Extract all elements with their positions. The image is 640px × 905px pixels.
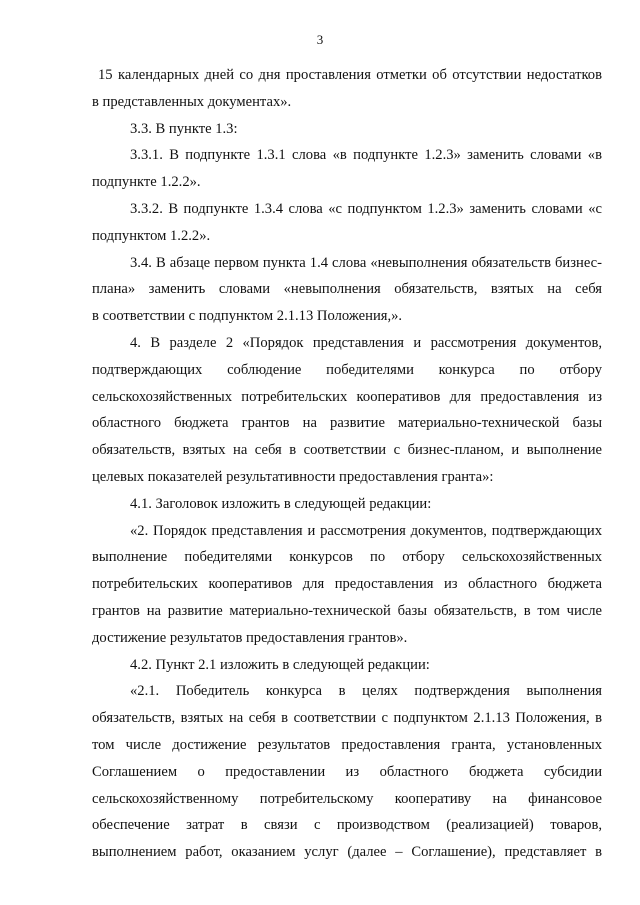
text-line: «2. Порядок представления и рассмотрения документов, подтверждающих [130, 522, 602, 539]
paragraph [92, 491, 602, 518]
paragraph [92, 518, 602, 652]
paragraph [92, 652, 602, 679]
document-body [92, 62, 602, 866]
text-line: сельскохозяйственных потребительских кооперативов для предоставления из [92, 388, 602, 405]
text-line: 15 календарных дней со дня проставления отметки об отсутствии недостатков [98, 67, 602, 83]
text-line: обеспечение затрат в связи с производством (реализацией) товаров, [92, 817, 602, 834]
text-line: обязательств, взятых на себя в соответствии с подпунктом 2.1.13 Положения, в [92, 710, 602, 727]
page-number: 3 [316, 32, 324, 47]
text-line: выполнение победителями конкурсов по отбору сельскохозяйственных [92, 549, 602, 566]
text-line: подпунктом 1.2.2». [92, 227, 211, 244]
text-line: 4.1. Заголовок изложить в следующей редакции: [130, 495, 432, 512]
text-line: потребительских кооперативов для предоставления из областного бюджета [92, 576, 602, 593]
text-line: Соглашением о предоставлении из областного бюджета субсидии [92, 763, 602, 780]
text-line: плана» заменить словами «невыполнения обязательств, взятых на себя [92, 281, 602, 298]
text-line: в соответствии с подпунктом 2.1.13 Положения,». [92, 308, 403, 325]
text-line: 3.3. В пункте 1.3: [130, 120, 238, 137]
paragraph [92, 62, 602, 116]
paragraph [92, 142, 602, 196]
text-line: том числе достижение результатов предоставления гранта, установленных [92, 736, 602, 753]
text-line: 3.3.2. В подпункте 1.3.4 слова «с подпунктом 1.2.3» заменить словами «с [130, 200, 602, 217]
text-line: сельскохозяйственному потребительскому кооперативу на финансовое [92, 790, 602, 807]
paragraph [92, 196, 602, 250]
text-line: 3.3.1. В подпункте 1.3.1 слова «в подпункте 1.2.3» заменить словами «в [130, 147, 602, 164]
text-line: областного бюджета грантов на развитие материально-технической базы [92, 415, 602, 432]
text-line: в представленных документах». [92, 93, 292, 110]
text-line: обязательств, взятых на себя в соответствии с бизнес-планом, и выполнение [92, 442, 602, 459]
paragraph [92, 678, 602, 866]
text-line: целевых показателей результативности предоставления гранта»: [92, 468, 494, 485]
text-line: подпункте 1.2.2». [92, 174, 201, 191]
text-line: подтверждающих соблюдение победителями конкурса по отбору [92, 361, 602, 378]
paragraph [92, 330, 602, 491]
text-line: достижение результатов предоставления грантов». [92, 629, 408, 646]
text-line: 3.4. В абзаце первом пункта 1.4 слова «невыполнения обязательств бизнес- [130, 254, 602, 271]
text-line: 4.2. Пункт 2.1 изложить в следующей редакции: [130, 656, 430, 673]
paragraph [92, 250, 602, 330]
text-line: «2.1. Победитель конкурса в целях подтверждения выполнения [130, 683, 602, 700]
text-line: выполнением работ, оказанием услуг (далее – Соглашение), представляет в [92, 844, 602, 861]
text-line: грантов на развитие материально-технической базы обязательств, в том числе [92, 602, 602, 619]
text-line: 4. В разделе 2 «Порядок представления и рассмотрения документов, [130, 334, 602, 351]
paragraph [92, 116, 602, 143]
